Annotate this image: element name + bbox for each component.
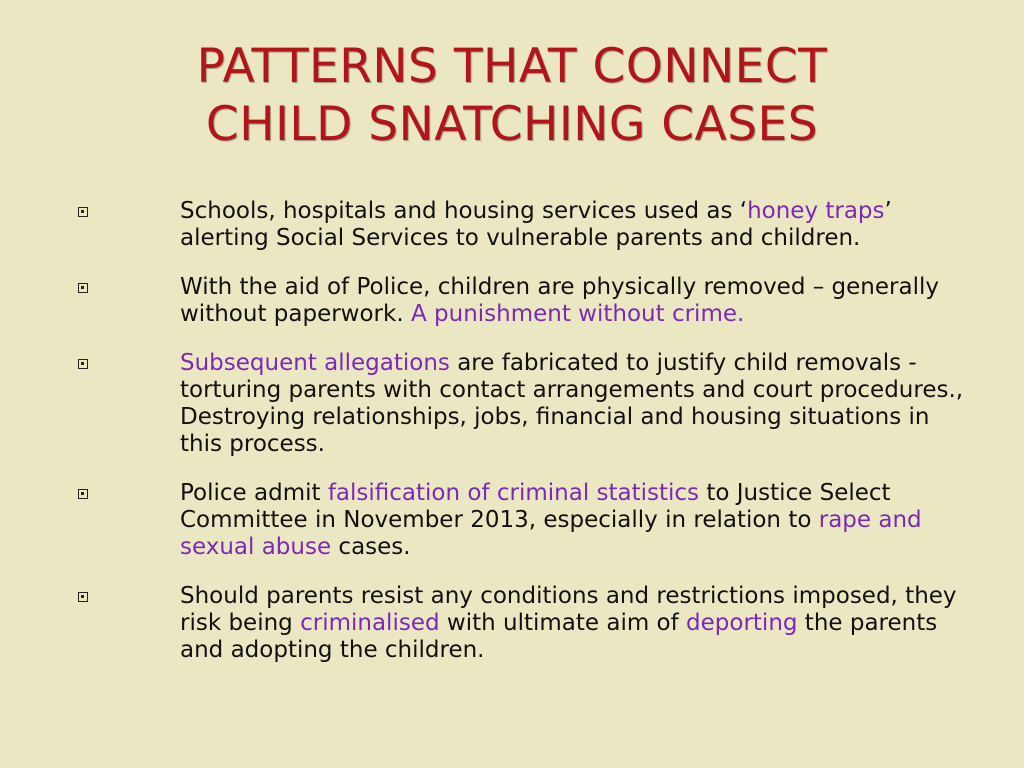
text-run: are fabricated to justify child removals - torturing parents with contact arrangements and court procedures., Destroying relationships, jobs, financial and housing situations in this process. (180, 350, 964, 457)
text-run: With the aid of Police, children are physically removed – generally without paperwork. (180, 274, 939, 327)
text-run: ’ alerting Social Services to vulnerable parents and children. (180, 198, 892, 251)
highlighted-phrase: falsification of criminal statistics (327, 480, 700, 506)
square-dot-bullet-icon (78, 283, 88, 293)
text-run: Should parents resist any conditions and restrictions imposed, they risk being (180, 583, 957, 636)
highlighted-phrase: rape and sexual abuse (180, 507, 922, 560)
highlighted-phrase: Subsequent allegations (180, 350, 450, 376)
square-dot-bullet-icon (78, 207, 88, 217)
slide-title (0, 38, 1024, 154)
square-dot-bullet-icon (78, 592, 88, 602)
highlighted-phrase: honey traps (747, 198, 885, 224)
bullet-text (180, 274, 970, 328)
bullet-text (180, 480, 970, 561)
highlighted-phrase: deporting (686, 610, 798, 636)
bullet-item (0, 350, 1024, 458)
bullet-item (0, 480, 1024, 561)
bullet-text (180, 583, 970, 664)
text-run: to Justice Select Committee in November 2013, especially in relation to (180, 480, 891, 533)
highlighted-phrase: A punishment without crime. (410, 301, 745, 327)
bullet-list (0, 198, 1024, 686)
text-run: cases. (331, 534, 411, 560)
square-dot-bullet-icon (78, 359, 88, 369)
text-run: the parents and adopting the children. (180, 610, 938, 663)
text-run: Police admit (180, 480, 328, 506)
bullet-item (0, 274, 1024, 328)
square-dot-bullet-icon (78, 489, 88, 499)
bullet-item (0, 583, 1024, 664)
title-line-1: PATTERNS THAT CONNECT (196, 39, 828, 94)
highlighted-phrase: criminalised (300, 610, 440, 636)
bullet-item (0, 198, 1024, 252)
bullet-text (180, 350, 970, 458)
bullet-text (180, 198, 970, 252)
title-line-2: CHILD SNATCHING CASES (205, 97, 819, 152)
text-run: with ultimate aim of (439, 610, 687, 636)
text-run: Schools, hospitals and housing services used as ‘ (180, 198, 748, 224)
